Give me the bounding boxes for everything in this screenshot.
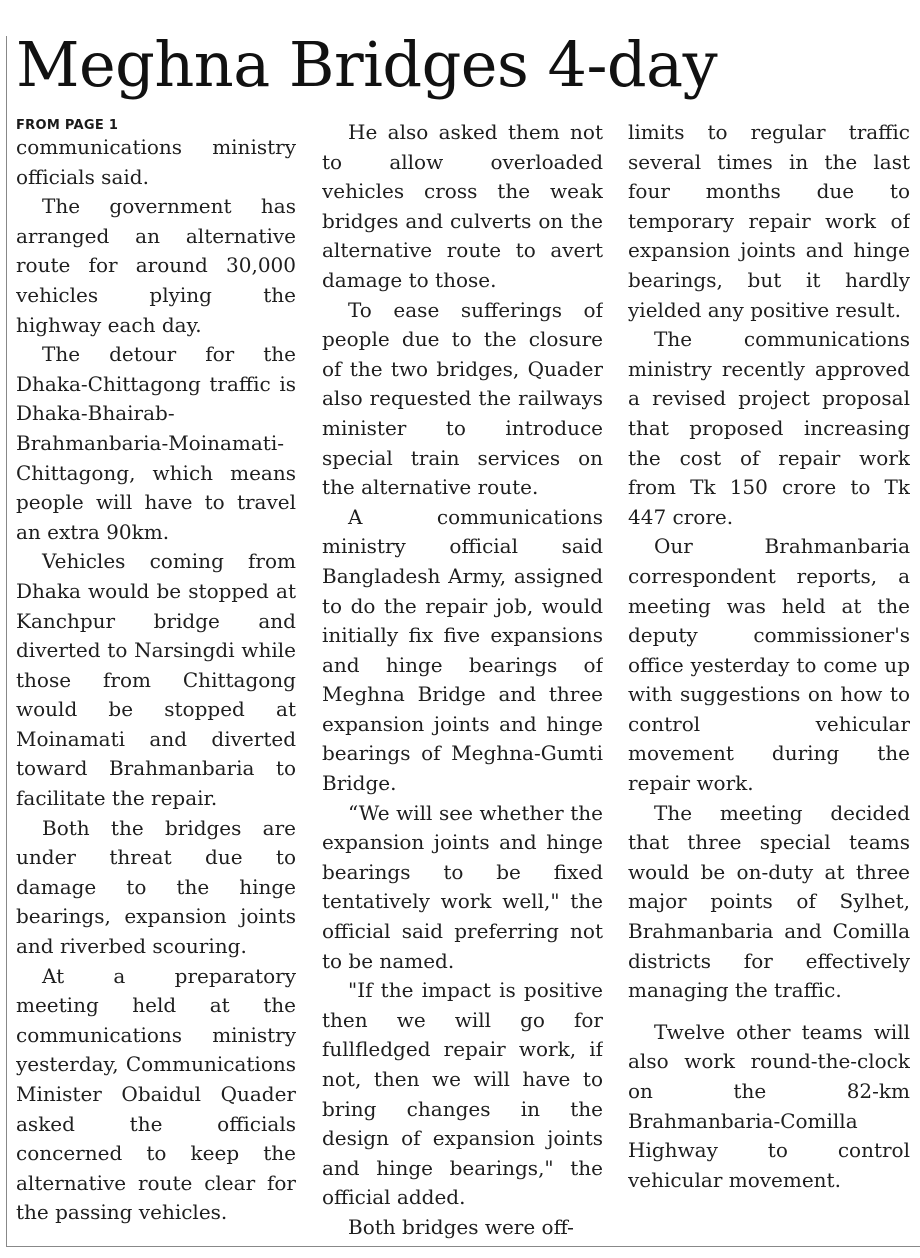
article-column-1 xyxy=(16,118,296,1240)
paragraph: Twelve other teams will also work round-the-clock on the 82-km Brahmanbaria-Comilla Highway to control vehicular movement. xyxy=(628,1019,910,1192)
continuation-kicker: FROM PAGE 1 xyxy=(16,118,119,133)
article-column-3 xyxy=(628,118,910,1240)
paragraph: He also asked them not to allow overloaded vehicles cross the weak bridges and culverts on the alternative route to avert damage to those. xyxy=(322,120,603,292)
paragraph: The communications ministry recently approved a revised project proposal that proposed increasing the cost of repair work from Tk 150 crore to Tk 447 crore. xyxy=(628,327,910,529)
paragraph: The government has arranged an alternative route for around 30,000 vehicles plying the highway each day. xyxy=(16,194,296,337)
paragraph: "If the impact is positive then we will go for fullfledged repair work, if not, then we will have to bring changes in the design of expansion joints and hinge bearings," the official added. xyxy=(322,978,603,1210)
paragraph: communications ministry officials said. xyxy=(16,135,296,189)
paragraph: Our Brahmanbaria correspondent reports, a meeting was held at the deputy commissioner's office yesterday to come up with suggestions on how to control vehicular movement during the repair work. xyxy=(628,534,910,796)
article-column-2 xyxy=(322,118,603,1240)
paragraph: A communications ministry official said Bangladesh Army, assigned to do the repair job, would initially fix five expansions and hinge bearings of Meghna Bridge and three expansion joints and hinge bearings of Meghna-Gumti Bridge. xyxy=(322,504,603,796)
paragraph: The meeting decided that three special teams would be on-duty at three major points of Sylhet, Brahmanbaria and Comilla districts for effectively managing the traffic. xyxy=(628,800,910,1003)
paragraph: “We will see whether the expansion joints and hinge bearings to be fixed tentatively work well," the official said preferring not to be named. xyxy=(322,800,603,973)
paragraph: The detour for the Dhaka-Chittagong traffic is Dhaka-Bhairab-Brahmanbaria-Moinamati-Chittagong, which means people will have to travel an extra 90km. xyxy=(16,342,296,544)
paragraph: At a preparatory meeting held at the communications ministry yesterday, Communications Minister Obaidul Quader asked the officials concerned to keep the alternative route clear for the passing vehicles. xyxy=(16,963,296,1225)
headline: Meghna Bridges 4-day xyxy=(16,28,718,101)
paragraph: To ease sufferings of people due to the closure of the two bridges, Quader also requested the railways minister to introduce special train services on the alternative route. xyxy=(322,297,603,500)
paragraph: Both the bridges are under threat due to damage to the hinge bearings, expansion joints and riverbed scouring. xyxy=(16,815,296,959)
paragraph: limits to regular traffic several times in the last four months due to temporary repair work of expansion joints and hinge bearings, but it hardly yielded any positive result. xyxy=(628,120,910,322)
paragraph: Both bridges were off- xyxy=(348,1214,574,1239)
left-column-rule xyxy=(6,36,7,1246)
bottom-rule xyxy=(6,1246,920,1247)
paragraph: Vehicles coming from Dhaka would be stopped at Kanchpur bridge and diverted to Narsingdi while those from Chittagong would be stopped at Moinamati and diverted toward Brahmanbaria to facilitate the repair. xyxy=(16,549,296,811)
